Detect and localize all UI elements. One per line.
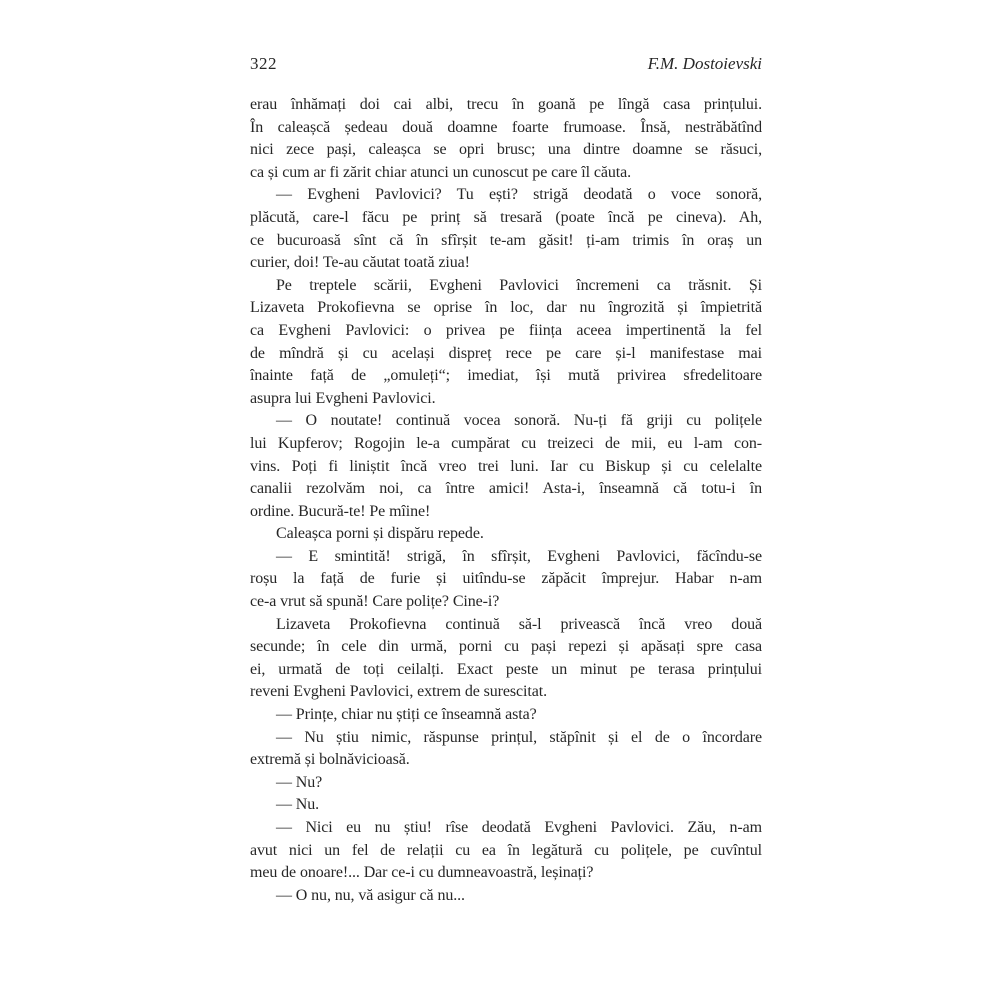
paragraph <box>250 817 762 885</box>
text-line: roșu la față de furie și uitîndu-se zăpăcit împrejur. Habar n-am <box>250 570 762 588</box>
text-line: — Nu. <box>276 796 320 814</box>
text-line: — E smintită! strigă, în sfîrșit, Evgheni Pavlovici, făcîndu-se <box>276 547 762 565</box>
text-line: În caleașcă ședeau două doamne foarte frumoase. Însă, nestrăbătînd <box>250 118 762 136</box>
text-line: — O nu, nu, vă asigur că nu... <box>276 886 465 904</box>
text-line: avut nici un fel de relații cu ea în legătură cu polițele, pe cuvîntul <box>250 841 762 859</box>
text-line: ce-a vrut să spună! Care polițe? Cine-i? <box>250 593 500 611</box>
text-line: — Prințe, chiar nu știți ce înseamnă asta? <box>276 706 537 724</box>
paragraph <box>250 704 762 727</box>
text-line: meu de onoare!... Dar ce-i cu dumneavoastră, leșinați? <box>250 864 594 882</box>
text-line: — O noutate! continuă vocea sonoră. Nu-ți fă griji cu polițele <box>276 412 762 430</box>
text-line: canalii rezolvăm noi, ca între amici! Asta-i, înseamnă că totu-i în <box>250 480 762 498</box>
text-line: — Nu? <box>276 773 323 791</box>
paragraph <box>250 772 762 795</box>
paragraph <box>250 523 762 546</box>
text-line: Pe treptele scării, Evgheni Pavlovici încremeni ca trăsnit. Și <box>276 276 762 294</box>
page-number: 322 <box>250 54 277 73</box>
text-line: curier, doi! Te-au căutat toată ziua! <box>250 254 470 272</box>
text-line: secunde; în cele din urmă, porni cu pași repezi și apăsați spre casa <box>250 638 762 656</box>
text-line: Caleașca porni și dispăru repede. <box>276 525 484 543</box>
paragraph <box>250 184 762 274</box>
text-line: ce bucuroasă sînt că în sfîrșit te-am găsit! ți-am trimis în oraș un <box>250 231 762 249</box>
text-line: Lizaveta Prokofievna continuă să-l privească încă vreo două <box>276 615 762 633</box>
paragraph <box>250 94 762 184</box>
text-line: reveni Evgheni Pavlovici, extrem de surescitat. <box>250 683 547 701</box>
paragraph <box>250 885 762 908</box>
page-body <box>250 94 762 907</box>
text-line: Lizaveta Prokofievna se oprise în loc, dar nu îngrozită și împietrită <box>250 299 762 317</box>
text-line: asupra lui Evgheni Pavlovici. <box>250 389 436 407</box>
text-line: ca și cum ar fi zărit chiar atunci un cunoscut pe care îl căuta. <box>250 163 631 181</box>
text-line: înainte față de „omuleți“; imediat, își mută privirea sfredelitoare <box>250 367 762 385</box>
text-line: — Evgheni Pavlovici? Tu ești? strigă deodată o voce sonoră, <box>276 186 762 204</box>
paragraph <box>250 727 762 772</box>
text-line: erau înhămați doi cai albi, trecu în goană pe lîngă casa prințului. <box>250 96 762 113</box>
text-line: — Nu știu nimic, răspunse prințul, stăpînit și el de o încordare <box>276 728 762 746</box>
text-line: extremă și bolnăvicioasă. <box>250 751 410 769</box>
text-line: lui Kupferov; Rogojin le-a cumpărat cu treizeci de mii, eu l-am con- <box>250 434 762 452</box>
text-line: de mîndră și cu același dispreț rece pe care și-l manifestase mai <box>250 344 762 362</box>
paragraph <box>250 275 762 411</box>
paragraph <box>250 410 762 523</box>
running-head <box>250 52 762 75</box>
paragraph <box>250 546 762 614</box>
running-header-author: F.M. Dostoievski <box>647 54 762 73</box>
paragraph <box>250 614 762 704</box>
text-line: ca Evgheni Pavlovici: o privea pe ființa aceea impertinentă la fel <box>250 321 762 339</box>
text-line: vins. Poți fi liniștit încă vreo trei luni. Iar cu Biskup și cu celelalte <box>250 457 762 475</box>
paragraph <box>250 794 762 817</box>
text-line: plăcută, care-l făcu pe prinț să tresară (poate încă pe cineva). Ah, <box>250 208 762 226</box>
text-line: — Nici eu nu știu! rîse deodată Evgheni Pavlovici. Zău, n-am <box>276 819 762 836</box>
text-line: ordine. Bucură-te! Pe mîine! <box>250 502 431 520</box>
text-line: ei, urmată de toți ceilalți. Exact peste un minut pe terasa prințului <box>250 660 762 678</box>
text-line: nici zece pași, caleașca se opri brusc; una dintre doamne se răsuci, <box>250 141 762 159</box>
